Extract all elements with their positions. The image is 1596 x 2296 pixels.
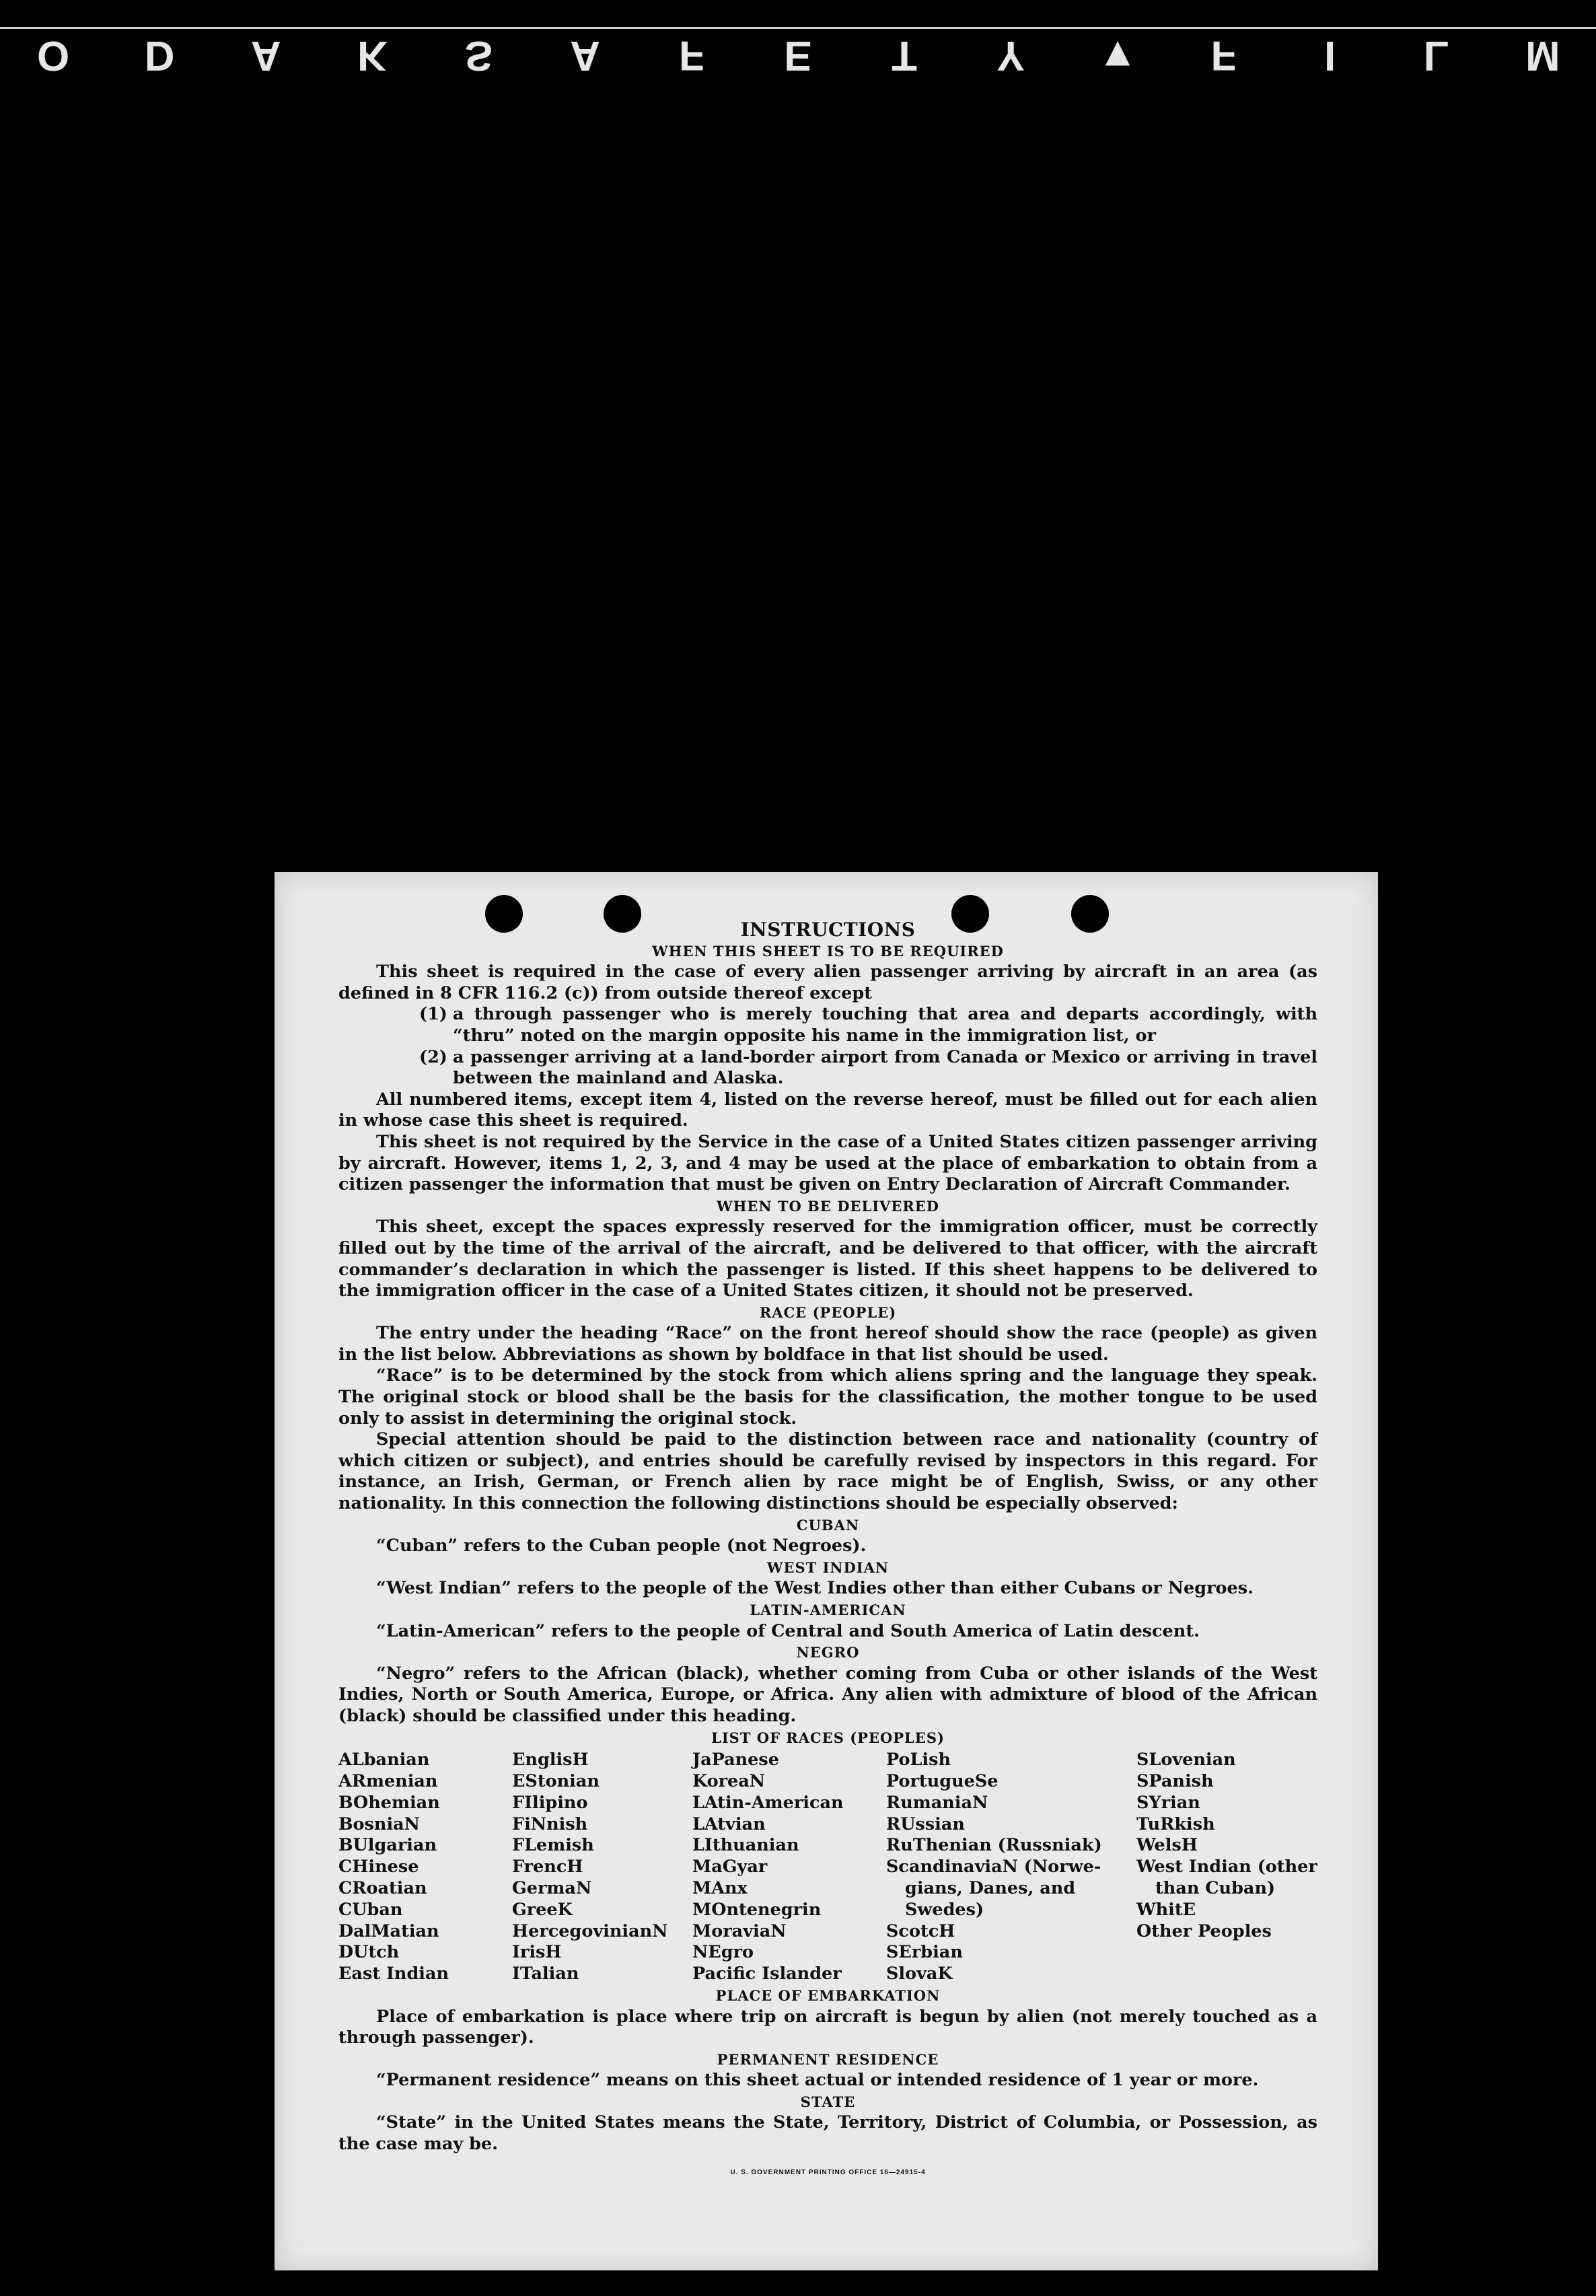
paragraph: “West Indian” refers to the people of the West Indies other than either Cubans or Negroes. xyxy=(376,1578,1254,1599)
race-item: PoLish xyxy=(886,1750,951,1770)
paragraph: All numbered items, except item 4, listed on the reverse hereof, must be filled out for each alien in whose case this sheet is required. xyxy=(338,1089,1317,1131)
race-item: CHinese xyxy=(338,1857,419,1877)
film-letter: M xyxy=(1525,32,1560,79)
paragraph: “State” in the United States means the State, Territory, District of Columbia, or Possession, as the case may be. xyxy=(338,2112,1317,2155)
section-heading: PERMANENT RESIDENCE xyxy=(717,2050,939,2068)
race-item: RumaniaN xyxy=(886,1792,988,1813)
paragraph: The entry under the heading “Race” on the front hereof should show the race (people) as given in the list below. Abbreviations as shown by boldface in that list should be used. xyxy=(338,1323,1317,1365)
race-item: RUssian xyxy=(886,1814,965,1834)
race-item: JaPanese xyxy=(692,1750,779,1770)
race-item: MaGyar xyxy=(692,1857,768,1877)
race-column xyxy=(886,1750,1136,1985)
film-letter: K xyxy=(357,32,388,79)
section-heading: STATE xyxy=(800,2093,856,2110)
race-item: MAnx xyxy=(692,1877,748,1898)
paragraph: This sheet is not required by the Service in the case of a United States citizen passenger arriving by aircraft. However, items 1, 2, 3, and 4 may be used at the place of embarkation to obtain from a citizen passenger the information that must be given on Entry Declaration of Aircraft Commander. xyxy=(338,1131,1317,1195)
film-edge-line xyxy=(0,27,1596,29)
film-letter: A xyxy=(250,32,281,79)
race-item: WelsH xyxy=(1136,1835,1198,1856)
film-letter: O xyxy=(36,32,70,79)
film-letter: L xyxy=(1423,32,1449,79)
race-item: ScotcH xyxy=(886,1921,955,1941)
race-item: SPanish xyxy=(1136,1770,1214,1791)
section-heading: WEST INDIAN xyxy=(766,1558,890,1576)
race-item: EnglisH xyxy=(512,1750,589,1770)
instructions-body xyxy=(338,919,1317,2183)
race-item: RuThenian (Russniak) xyxy=(886,1835,1102,1856)
film-edge-letters xyxy=(0,32,1596,79)
race-item: ALbanian xyxy=(338,1750,430,1770)
race-item: FLemish xyxy=(512,1835,594,1856)
film-letter: F xyxy=(678,32,704,79)
film-letter: T xyxy=(892,32,917,79)
section-heading: NEGRO xyxy=(796,1644,860,1661)
film-letter: F xyxy=(1210,32,1237,79)
race-item: BOhemian xyxy=(338,1792,440,1813)
race-item: Other Peoples xyxy=(1136,1921,1272,1941)
race-item: HercegovinianN xyxy=(512,1921,668,1941)
film-letter: A xyxy=(570,32,601,79)
race-item: FrencH xyxy=(512,1857,583,1877)
paragraph: “Cuban” refers to the Cuban people (not Negroes). xyxy=(376,1536,867,1556)
race-item: LIthuanian xyxy=(692,1835,799,1856)
race-item: DalMatian xyxy=(338,1921,439,1941)
race-item: West Indian (other xyxy=(1136,1857,1317,1877)
section-heading: WHEN THIS SHEET IS TO BE REQUIRED xyxy=(652,942,1004,960)
film-letter: D xyxy=(144,32,175,79)
race-item: SErbian xyxy=(886,1942,963,1963)
race-column xyxy=(512,1750,692,1985)
race-item: ARmenian xyxy=(338,1770,438,1791)
race-item: LAtvian xyxy=(692,1814,766,1834)
exception-item xyxy=(419,1047,1317,1089)
paragraph: Special attention should be paid to the distinction between race and nationality (country of which citizen or subject), and entries should be carefully revised by inspectors in this regard. For instance, an Irish, German, or French alien by race might be of English, Swiss, or any other nationality. In this connection the following distinctions should be especially observed: xyxy=(338,1429,1317,1514)
item-text: a through passenger who is merely touching that area and departs accordingly, with “thru” noted on the margin opposite his name in the immigration list, or xyxy=(453,1004,1317,1046)
instructions-title: INSTRUCTIONS xyxy=(740,919,916,941)
item-number: (1) xyxy=(419,1004,447,1025)
race-item: CUban xyxy=(338,1899,403,1920)
race-item: SlovaK xyxy=(886,1964,953,1984)
item-text: a passenger arriving at a land-border airport from Canada or Mexico or arriving in travel between the mainland and Alaska. xyxy=(453,1046,1317,1089)
paragraph: “Latin-American” refers to the people of Central and South America of Latin descent. xyxy=(376,1620,1200,1641)
race-item: GermaN xyxy=(512,1877,592,1898)
race-item: BosniaN xyxy=(338,1814,420,1834)
race-item: FiNnish xyxy=(512,1814,588,1834)
race-item: FIlipino xyxy=(512,1792,588,1813)
film-letter: S xyxy=(464,32,493,79)
instruction-sheet xyxy=(275,872,1378,2270)
race-item: LAtin-American xyxy=(692,1792,844,1813)
race-item-continued: gians, Danes, and xyxy=(905,1877,1076,1898)
race-item: TuRkish xyxy=(1136,1814,1215,1834)
film-edge xyxy=(0,0,1596,91)
paragraph: Place of embarkation is place where trip on aircraft is begun by alien (not merely touched as a through passenger). xyxy=(338,2006,1317,2048)
race-item: ScandinaviaN (Norwe- xyxy=(886,1857,1101,1877)
item-number: (2) xyxy=(419,1046,447,1067)
film-letter: E xyxy=(784,32,812,79)
race-item: PortugueSe xyxy=(886,1770,999,1791)
race-column xyxy=(1136,1750,1317,1985)
race-item: SYrian xyxy=(1136,1792,1200,1813)
paragraph: This sheet, except the spaces expressly reserved for the immigration officer, must be correctly filled out by the time of the arrival of the aircraft, and be delivered to that officer, with the aircraft commander’s declaration in which the passenger is listed. If this sheet happens to be delivered to the immigration officer in the case of a United States citizen, it should not be preserved. xyxy=(338,1217,1317,1301)
race-item: BUlgarian xyxy=(338,1835,437,1856)
section-heading: PLACE OF EMBARKATION xyxy=(715,1986,941,2004)
race-item: EStonian xyxy=(512,1770,600,1791)
film-letter: I xyxy=(1323,32,1336,79)
paragraph: This sheet is required in the case of every alien passenger arriving by aircraft in an area (as defined in 8 CFR 116.2 (c)) from outside thereof except xyxy=(338,962,1317,1003)
race-item: CRoatian xyxy=(338,1877,427,1898)
film-letter: Y xyxy=(996,32,1025,79)
race-column xyxy=(338,1750,512,1985)
race-list xyxy=(338,1750,1317,1985)
race-item: DUtch xyxy=(338,1942,400,1963)
section-heading: RACE (PEOPLE) xyxy=(759,1303,897,1321)
race-item: KoreaN xyxy=(692,1770,766,1791)
exception-item xyxy=(419,1004,1317,1046)
race-item-continued: than Cuban) xyxy=(1155,1877,1276,1898)
paragraph: “Permanent residence” means on this sheet actual or intended residence of 1 year or more. xyxy=(376,2070,1259,2091)
race-item: ITalian xyxy=(512,1964,579,1984)
section-heading: WHEN TO BE DELIVERED xyxy=(716,1197,939,1215)
race-item: NEgro xyxy=(692,1942,754,1963)
race-item: Pacific Islander xyxy=(692,1964,842,1984)
section-heading: CUBAN xyxy=(796,1516,860,1534)
race-column xyxy=(692,1750,886,1985)
paragraph: “Race” is to be determined by the stock from which aliens spring and the language they speak. The original stock or blood shall be the basis for the classification, the mother tongue to be used only to assist in determining the original stock. xyxy=(338,1365,1317,1429)
race-item: MoraviaN xyxy=(692,1921,787,1941)
race-item: MOntenegrin xyxy=(692,1899,822,1920)
section-heading: LIST OF RACES (PEOPLES) xyxy=(711,1729,945,1746)
printer-imprint: U. S. GOVERNMENT PRINTING OFFICE 16—24915-4 xyxy=(730,2168,926,2176)
race-item: SLovenian xyxy=(1136,1750,1236,1770)
race-item-continued: Swedes) xyxy=(905,1899,984,1920)
race-item: East Indian xyxy=(338,1964,449,1984)
film-letter: ▼ xyxy=(1097,32,1138,79)
race-item: WhitE xyxy=(1136,1899,1196,1920)
paragraph: “Negro” refers to the African (black), whether coming from Cuba or other islands of the West Indies, North or South America, Europe, or Africa. Any alien with admixture of blood of the African (black) should be classified under this heading. xyxy=(338,1663,1317,1726)
race-item: GreeK xyxy=(512,1899,573,1920)
section-heading: LATIN-AMERICAN xyxy=(750,1602,906,1618)
race-item: IrisH xyxy=(512,1942,562,1963)
